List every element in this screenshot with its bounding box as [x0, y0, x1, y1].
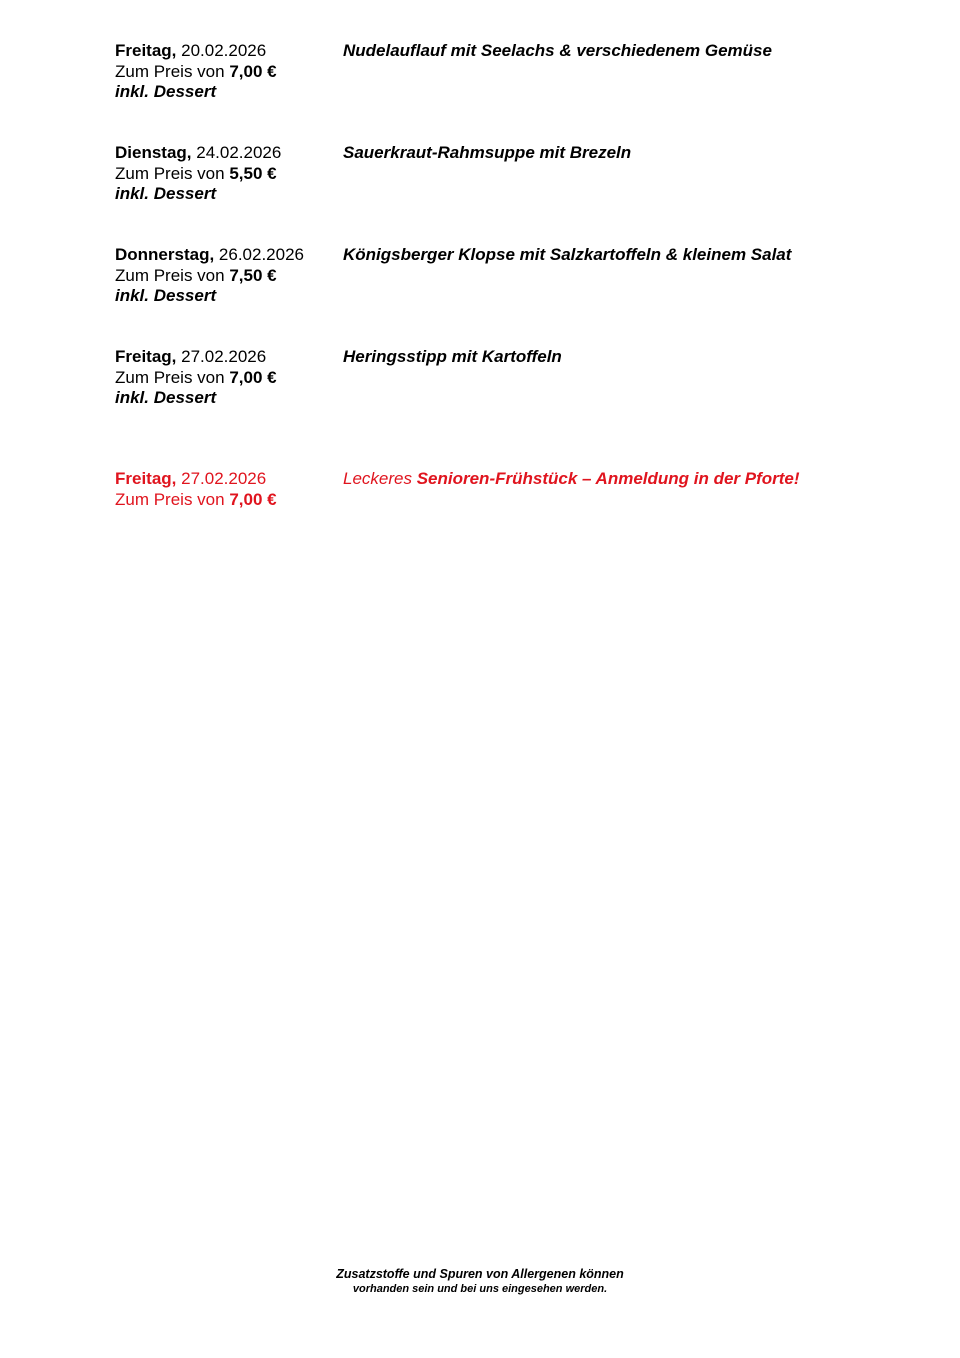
entry-dish: Heringsstipp mit Kartoffeln	[343, 347, 562, 366]
entry-price-prefix: Zum Preis von	[115, 265, 230, 285]
entry-date-line	[115, 347, 343, 368]
special-price-line	[115, 490, 343, 511]
entry-day: Dienstag,	[115, 143, 192, 162]
entry-price: 7,00 €	[229, 367, 277, 387]
special-price-prefix: Zum Preis von	[115, 489, 230, 509]
special-date: 27.02.2026	[176, 469, 267, 488]
entry-dish: Sauerkraut-Rahmsuppe mit Brezeln	[343, 143, 632, 162]
special-info	[115, 469, 343, 510]
entry-price-line	[115, 164, 343, 185]
entry-day: Donnerstag,	[115, 245, 215, 264]
entry-day: Freitag,	[115, 347, 177, 366]
entry-price-prefix: Zum Preis von	[115, 61, 230, 81]
special-dish-line	[343, 469, 943, 490]
allergen-footer	[0, 1266, 960, 1297]
entry-date-line	[115, 143, 343, 164]
special-dish-prefix: Leckeres	[343, 469, 417, 488]
entry-note: inkl. Dessert	[115, 388, 217, 407]
entry-price-prefix: Zum Preis von	[115, 163, 230, 183]
special-date-line	[115, 469, 343, 490]
entry-price-line	[115, 266, 343, 287]
entry-date: 24.02.2026	[191, 143, 282, 162]
entry-price-line	[115, 62, 343, 83]
entry-date: 26.02.2026	[214, 245, 304, 264]
footer-line-2: vorhanden sein und bei uns eingesehen werden.	[352, 1283, 608, 1295]
entry-note: inkl. Dessert	[115, 82, 217, 101]
entry-note: inkl. Dessert	[115, 184, 217, 203]
special-day: Freitag,	[115, 469, 177, 488]
entry-info	[115, 143, 343, 205]
entry-date: 20.02.2026	[176, 41, 267, 60]
footer-line-1: Zusatzstoffe und Spuren von Allergenen können	[336, 1267, 624, 1281]
entry-price-prefix: Zum Preis von	[115, 367, 230, 387]
special-price: 7,00 €	[229, 489, 277, 509]
entry-info	[115, 347, 343, 409]
entry-info	[115, 41, 343, 103]
entry-price-line	[115, 368, 343, 389]
entry-info	[115, 245, 343, 307]
entry-dish: Königsberger Klopse mit Salzkartoffeln & kleinem Salat	[343, 245, 792, 264]
entry-price: 7,50 €	[229, 265, 277, 285]
entry-day: Freitag,	[115, 41, 177, 60]
entry-date-line	[115, 245, 343, 266]
entry-date-line	[115, 41, 343, 62]
entry-price: 7,00 €	[229, 61, 277, 81]
special-dish: Senioren-Frühstück – Anmeldung in der Pforte!	[416, 469, 800, 488]
entry-date: 27.02.2026	[176, 347, 267, 366]
entry-note: inkl. Dessert	[115, 286, 217, 305]
entry-dish: Nudelauflauf mit Seelachs & verschiedenem Gemüse	[343, 41, 772, 60]
entry-price: 5,50 €	[229, 163, 277, 183]
